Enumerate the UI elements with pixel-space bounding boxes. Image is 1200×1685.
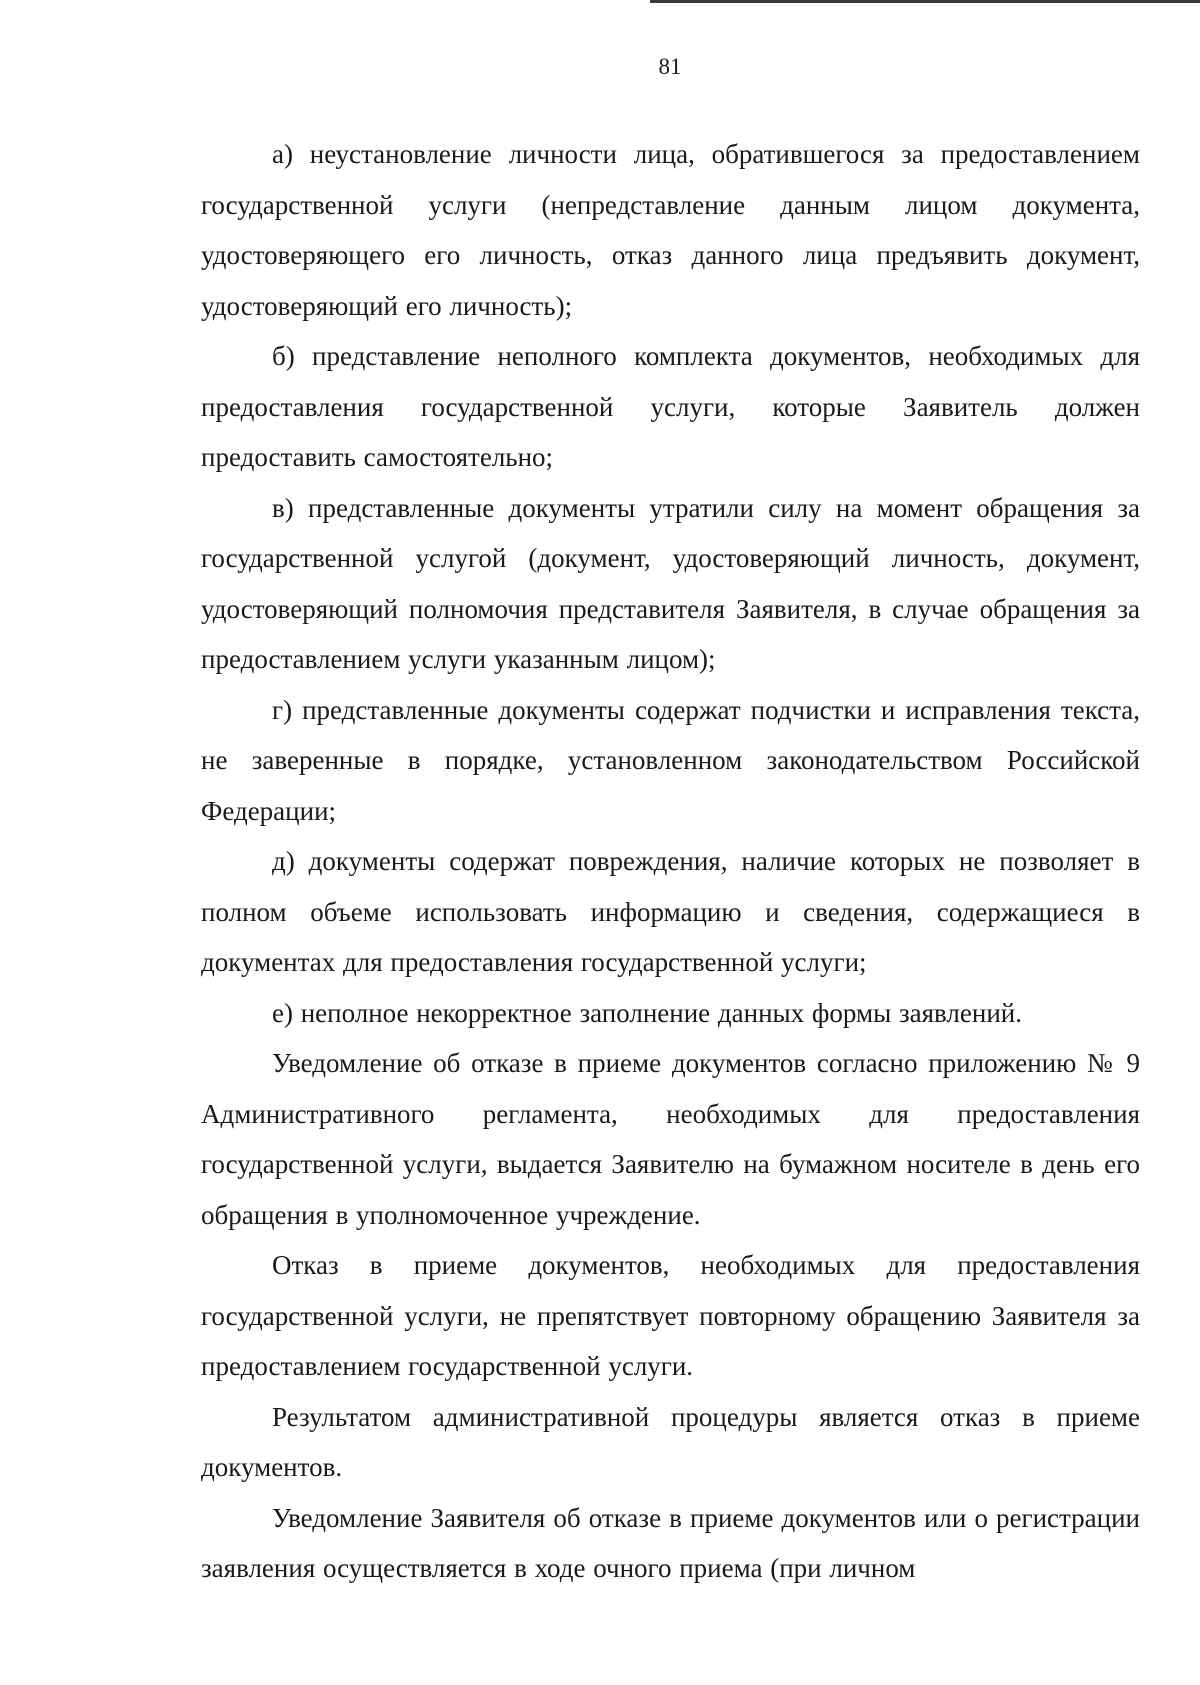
paragraph-item-b: б) представление неполного комплекта документов, необходимых для предоставления государственной услуги, которые Заявитель должен предоставить самостоятельно; <box>201 341 1140 472</box>
paragraph-item-e: е) неполное некорректное заполнение данных формы заявлений. <box>272 997 1022 1028</box>
paragraph-refusal-notice: Уведомление об отказе в приеме документов согласно приложению № 9 Административного регламента, необходимых для предоставления государственной услуги, выдается Заявителю на бумажном носителе в день его обращения в уполномоченное учреждение. <box>201 1048 1140 1230</box>
paragraph-item-g: г) представленные документы содержат подчистки и исправления текста, не заверенные в порядке, установленном законодательством Российской Федерации; <box>201 694 1140 826</box>
paragraph-applicant-notification: Уведомление Заявителя об отказе в приеме документов или о регистрации заявления осуществляется в ходе очного приема (при личном <box>201 1502 1140 1583</box>
paragraph-item-a: а) неустановление личности лица, обратившегося за предоставлением государственной услуги (непредставление данным лицом документа, удостоверяющего его личность, отказ данного лица предъявить документ, удостоверяющий его личность); <box>201 139 1140 321</box>
paragraph-item-v: в) представленные документы утратили силу на момент обращения за государственной услугой (документ, удостоверяющий личность, документ, удостоверяющий полномочия представителя Заявителя, в случае обращения за предоставлением услуги указанным лицом); <box>201 492 1140 674</box>
top-border-line <box>650 0 1200 3</box>
page-number: 81 <box>658 54 682 79</box>
paragraph-item-d: д) документы содержат повреждения, наличие которых не позволяет в полном объеме использовать информацию и сведения, содержащиеся в документах для предоставления государственной услуги; <box>201 846 1140 977</box>
document-body <box>201 129 1140 1594</box>
paragraph-procedure-result: Результатом административной процедуры является отказ в приеме документов. <box>201 1401 1140 1482</box>
paragraph-repeat-application: Отказ в приеме документов, необходимых для предоставления государственной услуги, не препятствует повторному обращению Заявителя за предоставлением государственной услуги. <box>201 1250 1140 1381</box>
